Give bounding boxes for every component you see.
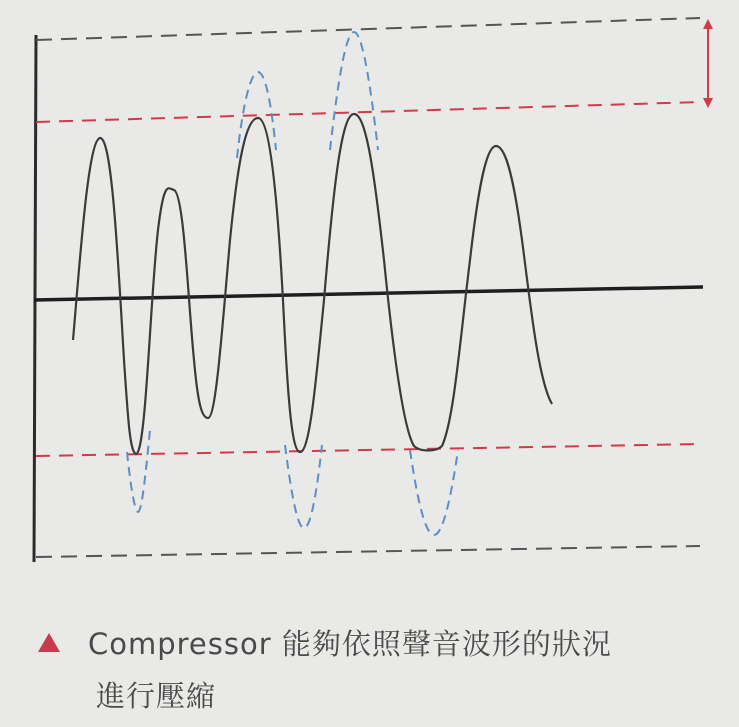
lower-max-level-line xyxy=(36,546,700,557)
caption-text-line2: 進行壓縮 xyxy=(96,679,217,713)
original-waveform-peaks xyxy=(127,32,458,535)
compressed-waveform xyxy=(73,114,552,454)
triangle-up-icon xyxy=(38,633,60,652)
horizontal-axis xyxy=(34,287,703,300)
figure-caption xyxy=(38,618,728,722)
upper-threshold-line xyxy=(36,102,700,122)
caption-text-line1: Compressor 能夠依照聲音波形的狀況 xyxy=(88,627,612,661)
upper-max-level-line xyxy=(36,18,700,40)
